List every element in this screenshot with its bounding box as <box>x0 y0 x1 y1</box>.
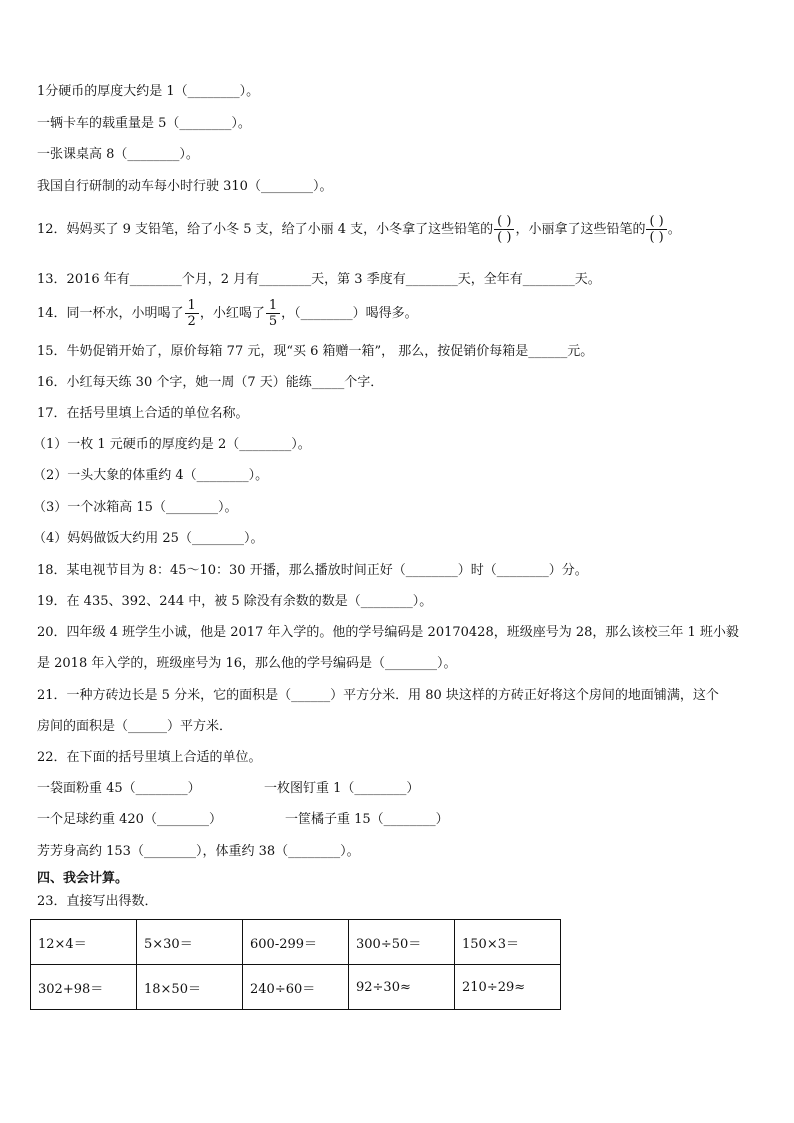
q17-item-2: （2）一头大象的体重约 4（________）。 <box>33 468 269 483</box>
units-truck-line: 一辆卡车的载重量是 5（________）。 <box>37 116 251 131</box>
q12-fraction-2 <box>646 214 666 245</box>
q12-frac2-denominator: ( ) <box>649 230 664 245</box>
question-20-line-1: 20．四年级 4 班学生小诚，他是 2017 年入学的。他的学号编码是 20170428，班级座号为 28，那么该校三年 1 班小毅 <box>37 625 739 640</box>
calc-cell: 92÷30≈ <box>349 965 455 1010</box>
question-15: 15．牛奶促销开始了，原价每箱 77 元，现“买 6 箱赠一箱”， 那么，按促销价每箱是______元。 <box>37 344 594 359</box>
q17-item-3: （3）一个冰箱高 15（________）。 <box>33 500 238 515</box>
q12-frac1-numerator: ( ) <box>494 214 514 230</box>
q14-f2-numerator: 1 <box>266 298 280 314</box>
question-20-line-2: 是 2018 年入学的，班级座号为 16，那么他的学号编码是（________）。 <box>37 656 457 671</box>
section-4-heading: 四、我会计算。 <box>37 871 129 886</box>
q14-b: ，小红喝了 <box>199 306 265 321</box>
calc-cell: 300÷50＝ <box>349 920 455 965</box>
q14-f1-denominator: 2 <box>187 314 196 329</box>
q12-mid: ，小丽拿了这些铅笔的 <box>515 222 646 237</box>
q17-item-1: （1）一枚 1 元硬币的厚度约是 2（________）。 <box>33 437 311 452</box>
question-13: 13．2016 年有________个月，2 月有________天，第 3 季度有________天，全年有________天。 <box>37 272 601 287</box>
q12-frac2-numerator: ( ) <box>646 214 666 230</box>
q12-end: 。 <box>667 222 681 237</box>
table-row <box>31 920 561 965</box>
q22-row3: 芳芳身高约 153（________），体重约 38（________）。 <box>37 844 360 859</box>
question-12 <box>37 214 681 245</box>
q12-fraction-1 <box>494 214 514 245</box>
calc-cell: 600-299＝ <box>243 920 349 965</box>
q14-f2-denominator: 5 <box>268 314 278 329</box>
q14-c: ，（________）喝得多。 <box>281 306 418 321</box>
units-train-line: 我国自行研制的动车每小时行驶 310（________）。 <box>37 179 333 194</box>
q22-row2-a: 一个足球约重 420（________） <box>37 812 222 827</box>
question-21-line-1: 21．一种方砖边长是 5 分米，它的面积是（______）平方分米．用 80 块这样的方砖正好将这个房间的地面铺满，这个 <box>37 688 719 703</box>
calc-cell: 240÷60＝ <box>243 965 349 1010</box>
calculation-table <box>30 919 561 1010</box>
question-19: 19．在 435、392、244 中，被 5 除没有余数的数是（________）。 <box>37 594 433 609</box>
calc-cell: 150×3＝ <box>455 920 561 965</box>
table-row <box>31 965 561 1010</box>
q14-f1-numerator: 1 <box>185 298 199 314</box>
q12-text: 12．妈妈买了 9 支铅笔，给了小冬 5 支，给了小丽 4 支，小冬拿了这些铅笔的 <box>37 222 494 237</box>
question-18: 18．某电视节目为 8：45～10：30 开播，那么播放时间正好（________）时（________）分。 <box>37 563 588 578</box>
question-14 <box>37 298 418 329</box>
calc-cell: 210÷29≈ <box>455 965 561 1010</box>
question-22-title: 22．在下面的括号里填上合适的单位。 <box>37 750 262 765</box>
q22-row1-b: 一枚图钉重 1（________） <box>264 781 420 796</box>
question-17-title: 17．在括号里填上合适的单位名称。 <box>37 406 249 421</box>
units-coin-line: 1分硬币的厚度大约是 1（________）。 <box>37 84 260 99</box>
q17-item-4: （4）妈妈做饭大约用 25（________）。 <box>33 531 264 546</box>
question-16: 16．小红每天练 30 个字，她一周（7 天）能练_____个字． <box>37 375 384 390</box>
q22-row2-b: 一筐橘子重 15（________） <box>285 812 449 827</box>
q14-a: 14．同一杯水，小明喝了 <box>37 306 184 321</box>
question-21-line-2: 房间的面积是（______）平方米． <box>37 719 233 734</box>
q22-row1-a: 一袋面粉重 45（________） <box>37 781 201 796</box>
calc-cell: 18×50＝ <box>137 965 243 1010</box>
calc-cell: 302+98＝ <box>31 965 137 1010</box>
q14-fraction-1 <box>185 298 199 329</box>
q12-frac1-denominator: ( ) <box>497 230 512 245</box>
question-23-title: 23．直接写出得数． <box>37 894 158 909</box>
calc-cell: 5×30＝ <box>137 920 243 965</box>
q14-fraction-2 <box>266 298 280 329</box>
calc-cell: 12×4＝ <box>31 920 137 965</box>
units-desk-line: 一张课桌高 8（________）。 <box>37 147 199 162</box>
